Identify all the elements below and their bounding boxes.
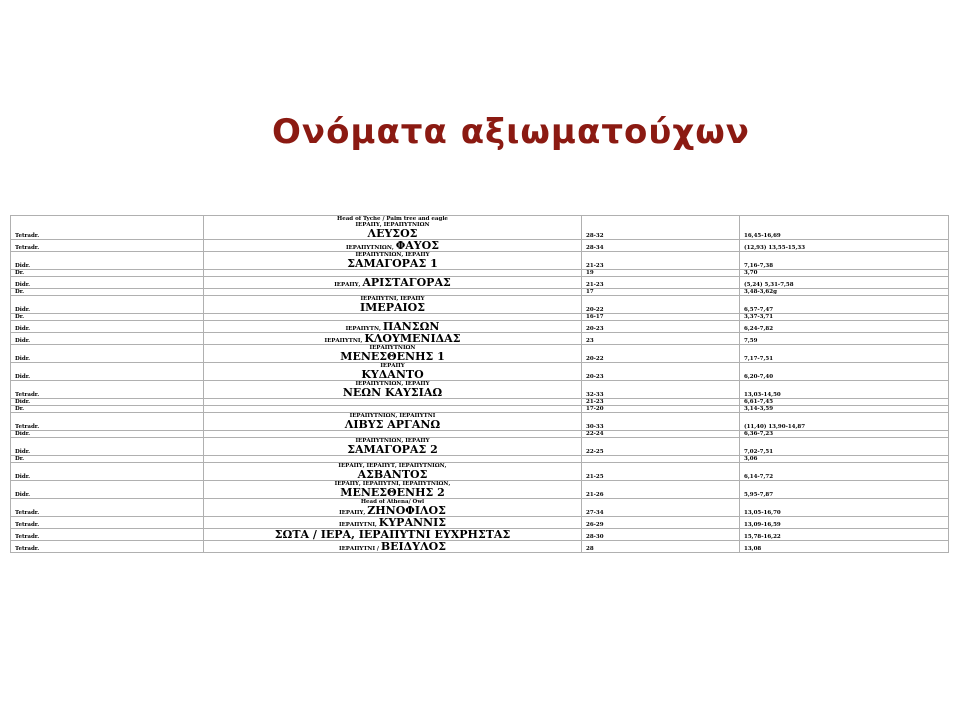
legend-name-cell	[204, 529, 582, 541]
table-row	[11, 314, 949, 321]
years-cell: 30-33	[582, 413, 740, 431]
denomination-cell: Didr.	[11, 333, 204, 345]
official-name: ΜΕΝΕΣΘΕΝΗΣ 2	[340, 486, 445, 499]
table-row	[11, 252, 949, 270]
official-name: ΖΗΝΟΦΙΛΟΣ	[367, 504, 446, 517]
table-row	[11, 529, 949, 541]
weight-cell: 5,95-7,87	[740, 481, 949, 499]
denomination-cell: Didr.	[11, 463, 204, 481]
table-row	[11, 270, 949, 277]
denomination-cell: Tetradr.	[11, 381, 204, 399]
denomination-cell: Didr.	[11, 296, 204, 314]
table-row	[11, 406, 949, 413]
table-row	[11, 456, 949, 463]
page-title: Ονόματα αξιωματούχων	[272, 112, 750, 152]
weight-cell: 3,37-3,71	[740, 314, 949, 321]
weight-cell: 3,70	[740, 270, 949, 277]
official-name: ΚΥΔΑΝΤΟ	[361, 368, 424, 381]
legend-name-cell	[204, 399, 582, 406]
official-name: ΚΛΟΥΜΕΝΙΔΑΣ	[364, 332, 461, 345]
table-row	[11, 499, 949, 517]
table-row	[11, 381, 949, 399]
weight-cell: (12,93) 13,55-15,33	[740, 240, 949, 252]
denomination-cell: Dr.	[11, 270, 204, 277]
years-cell: 22-25	[582, 438, 740, 456]
table-row	[11, 333, 949, 345]
table-row	[11, 240, 949, 252]
denomination-cell: Didr.	[11, 277, 204, 289]
weight-cell: 3,48-3,62g	[740, 289, 949, 296]
denomination-cell: Tetradr.	[11, 240, 204, 252]
weight-cell: 6,20-7,40	[740, 363, 949, 381]
legend-text: ΙΕΡΑΠΥΤΝΙΩΝ, ΙΕΡΑΠΥ	[355, 252, 430, 258]
official-name: ΚΥΡΑΝΝΙΣ	[378, 516, 447, 529]
weight-cell: 3,14-3,59	[740, 406, 949, 413]
legend-text: ΙΕΡΑΠΥ, ΙΕΡΑΠΥΤΝΙΩΝ	[355, 222, 430, 228]
official-name: ΣΑΜΑΓΟΡΑΣ 2	[347, 443, 438, 456]
years-cell: 16-17	[582, 314, 740, 321]
legend-name-cell	[204, 406, 582, 413]
legend-name-cell	[204, 541, 582, 553]
weight-cell: 13,03-14,50	[740, 381, 949, 399]
years-cell: 17-20	[582, 406, 740, 413]
legend-name-cell	[204, 413, 582, 431]
weight-cell: 13,08	[740, 541, 949, 553]
legend-name-cell	[204, 499, 582, 517]
years-cell: 21-23	[582, 252, 740, 270]
legend-name-cell	[204, 314, 582, 321]
table-row	[11, 541, 949, 553]
legend-name-cell	[204, 463, 582, 481]
official-name: ΝΕΩΝ ΚΑΥΣΙΑΩ	[342, 386, 443, 399]
weight-cell: 13,09-16,59	[740, 517, 949, 529]
denomination-cell: Didr.	[11, 481, 204, 499]
years-cell: 23	[582, 333, 740, 345]
weight-cell: 13,05-16,70	[740, 499, 949, 517]
legend-name-cell	[204, 252, 582, 270]
weight-cell: (5,24) 5,31-7,58	[740, 277, 949, 289]
table-row	[11, 345, 949, 363]
denomination-cell: Dr.	[11, 406, 204, 413]
years-cell: 26-29	[582, 517, 740, 529]
official-name: ΣΩΤΑ / ΙΕΡΑ, ΙΕΡΑΠΥΤΝΙ ΕΥΧΡΗΣΤΑΣ	[274, 528, 511, 541]
years-cell: 28-34	[582, 240, 740, 252]
legend-name-cell	[204, 277, 582, 289]
years-cell: 20-22	[582, 345, 740, 363]
legend-text: ΙΕΡΑΠΥΤΝΙΩΝ, ΙΕΡΑΠΥΤΝΙ	[349, 413, 436, 419]
weight-cell: 7,59	[740, 333, 949, 345]
years-cell: 20-23	[582, 363, 740, 381]
years-cell	[582, 456, 740, 463]
official-name: ΑΣΒΑΝΤΟΣ	[357, 468, 428, 481]
denomination-cell: Tetradr.	[11, 499, 204, 517]
legend-name-cell	[204, 296, 582, 314]
years-cell: 21-26	[582, 481, 740, 499]
denomination-cell: Didr.	[11, 321, 204, 333]
table-row	[11, 289, 949, 296]
legend-inline: ΙΕΡΑΠΥΤΝΙΩΝ,	[345, 245, 396, 251]
denomination-cell: Tetradr.	[11, 216, 204, 240]
legend-text: ΙΕΡΑΠΥ, ΙΕΡΑΠΥΤΝΙ, ΙΕΡΑΠΥΤΝΙΩΝ,	[334, 481, 451, 487]
years-cell: 20-22	[582, 296, 740, 314]
weight-cell: 15,78-16,22	[740, 529, 949, 541]
official-name: ΣΑΜΑΓΟΡΑΣ 1	[347, 257, 438, 270]
denomination-cell: Didr.	[11, 431, 204, 438]
table-row	[11, 517, 949, 529]
years-cell: 17	[582, 289, 740, 296]
legend-text: ΙΕΡΑΠΥΤΝΙΩΝ	[369, 345, 416, 351]
legend-name-cell	[204, 216, 582, 240]
table-row	[11, 438, 949, 456]
legend-name-cell	[204, 517, 582, 529]
weight-cell: 7,17-7,51	[740, 345, 949, 363]
denomination-cell: Tetradr.	[11, 517, 204, 529]
legend-text: ΙΕΡΑΠΥ, ΙΕΡΑΠΥΤ, ΙΕΡΑΠΥΤΝΙΩΝ,	[338, 463, 447, 469]
weight-cell: 16,45-16,69	[740, 216, 949, 240]
table-row	[11, 321, 949, 333]
years-cell: 27-34	[582, 499, 740, 517]
officials-table	[10, 215, 949, 553]
weight-cell: 6,24-7,82	[740, 321, 949, 333]
table-row	[11, 413, 949, 431]
official-name: ΙΜΕΡΑΙΟΣ	[359, 301, 426, 314]
years-cell: 21-23	[582, 277, 740, 289]
legend-inline: ΙΕΡΑΠΥΤΝΙ,	[324, 338, 365, 344]
legend-text: Head of Tyche / Palm tree and eagle	[337, 216, 448, 222]
table-row	[11, 463, 949, 481]
table-row	[11, 363, 949, 381]
denomination-cell: Didr.	[11, 252, 204, 270]
weight-cell: (11,40) 13,90-14,87	[740, 413, 949, 431]
legend-name-cell	[204, 270, 582, 277]
weight-cell: 6,14-7,72	[740, 463, 949, 481]
denomination-cell: Dr.	[11, 289, 204, 296]
denomination-cell: Didr.	[11, 399, 204, 406]
years-cell: 32-33	[582, 381, 740, 399]
legend-name-cell	[204, 333, 582, 345]
legend-inline: ΙΕΡΑΠΥΤΝ,	[345, 326, 383, 332]
legend-inline: ΙΕΡΑΠΥΤΝΙ /	[339, 546, 381, 552]
years-cell: 28-30	[582, 529, 740, 541]
legend-text: Head of Athena/ Owl	[360, 499, 425, 505]
official-name: ΒΕΙΔΥΛΟΣ	[380, 540, 446, 553]
years-cell: 21-25	[582, 463, 740, 481]
denomination-cell: Didr.	[11, 363, 204, 381]
legend-inline: ΙΕΡΑΠΥΤΝΙ,	[338, 522, 379, 528]
official-name: ΠΑΝΣΩΝ	[382, 320, 440, 333]
official-name: ΛΙΒΥΣ ΑΡΓΑΝΩ	[344, 418, 441, 431]
legend-text: ΙΕΡΑΠΥΤΝΙΩΝ, ΙΕΡΑΠΥ	[355, 381, 430, 387]
weight-cell: 3,06	[740, 456, 949, 463]
denomination-cell: Tetradr.	[11, 413, 204, 431]
legend-text: ΙΕΡΑΠΥΤΝΙ, ΙΕΡΑΠΥ	[360, 296, 425, 302]
legend-name-cell	[204, 456, 582, 463]
denomination-cell: Didr.	[11, 438, 204, 456]
weight-cell: 6,57-7,47	[740, 296, 949, 314]
denomination-cell: Tetradr.	[11, 529, 204, 541]
legend-text: ΙΕΡΑΠΥΤΝΙΩΝ, ΙΕΡΑΠΥ	[355, 438, 430, 444]
legend-text: ΙΕΡΑΠΥ	[380, 363, 405, 369]
table-row	[11, 481, 949, 499]
denomination-cell: Didr.	[11, 345, 204, 363]
years-cell: 20-23	[582, 321, 740, 333]
years-cell: 22-24	[582, 431, 740, 438]
denomination-cell: Tetradr.	[11, 541, 204, 553]
legend-name-cell	[204, 363, 582, 381]
official-name: ΑΡΙΣΤΑΓΟΡΑΣ	[362, 276, 451, 289]
weight-cell: 6,36-7,23	[740, 431, 949, 438]
denomination-cell: Dr.	[11, 314, 204, 321]
weight-cell: 7,02-7,51	[740, 438, 949, 456]
legend-name-cell	[204, 321, 582, 333]
weight-cell: 6,61-7,45	[740, 399, 949, 406]
official-name: ΜΕΝΕΣΘΕΝΗΣ 1	[340, 350, 445, 363]
official-name: ΛΕΥΣΟΣ	[367, 227, 418, 240]
legend-inline: ΙΕΡΑΠΥ,	[334, 282, 363, 288]
years-cell: 21-23	[582, 399, 740, 406]
legend-inline: ΙΕΡΑΠΥ,	[339, 510, 368, 516]
years-cell: 28	[582, 541, 740, 553]
table-row	[11, 431, 949, 438]
weight-cell: 7,16-7,38	[740, 252, 949, 270]
table-row	[11, 296, 949, 314]
legend-name-cell	[204, 289, 582, 296]
legend-name-cell	[204, 431, 582, 438]
denomination-cell: Dr.	[11, 456, 204, 463]
table-row	[11, 399, 949, 406]
years-cell: 28-32	[582, 216, 740, 240]
official-name: ΦΑΥΟΣ	[395, 239, 440, 252]
legend-name-cell	[204, 345, 582, 363]
years-cell: 19	[582, 270, 740, 277]
legend-name-cell	[204, 481, 582, 499]
table-row	[11, 216, 949, 240]
legend-name-cell	[204, 240, 582, 252]
legend-name-cell	[204, 438, 582, 456]
table-row	[11, 277, 949, 289]
legend-name-cell	[204, 381, 582, 399]
